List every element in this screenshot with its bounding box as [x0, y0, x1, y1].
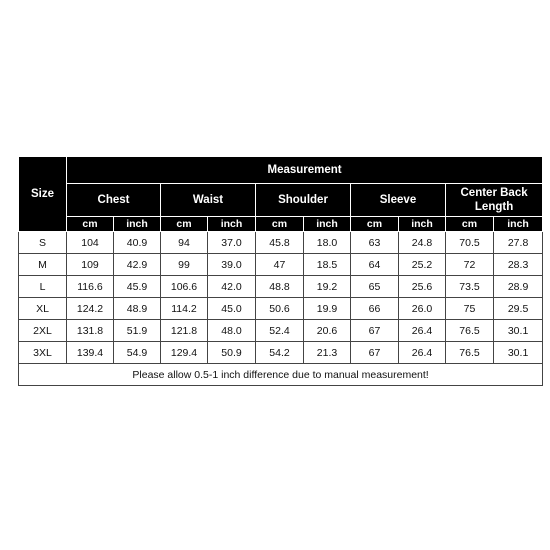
value-cell: 66 [351, 298, 399, 320]
size-chart-table [18, 156, 543, 386]
size-cell: 3XL [19, 342, 67, 364]
value-cell: 19.2 [304, 276, 351, 298]
value-cell: 51.9 [114, 320, 161, 342]
table-row [19, 232, 543, 254]
value-cell: 76.5 [446, 320, 494, 342]
unit-header: cm [67, 217, 114, 232]
waist-header: Waist [161, 184, 256, 217]
value-cell: 139.4 [67, 342, 114, 364]
value-cell: 94 [161, 232, 208, 254]
value-cell: 64 [351, 254, 399, 276]
note-row [19, 364, 543, 386]
unit-header: inch [494, 217, 543, 232]
table-row [19, 276, 543, 298]
value-cell: 25.2 [399, 254, 446, 276]
value-cell: 99 [161, 254, 208, 276]
value-cell: 114.2 [161, 298, 208, 320]
value-cell: 129.4 [161, 342, 208, 364]
value-cell: 121.8 [161, 320, 208, 342]
value-cell: 25.6 [399, 276, 446, 298]
size-cell: L [19, 276, 67, 298]
value-cell: 124.2 [67, 298, 114, 320]
measurement-note: Please allow 0.5-1 inch difference due to manual measurement! [19, 364, 543, 386]
table-row [19, 254, 543, 276]
unit-header: inch [208, 217, 256, 232]
value-cell: 106.6 [161, 276, 208, 298]
size-cell: M [19, 254, 67, 276]
value-cell: 24.8 [399, 232, 446, 254]
size-header: Size [19, 157, 67, 232]
size-cell: XL [19, 298, 67, 320]
value-cell: 48.0 [208, 320, 256, 342]
value-cell: 63 [351, 232, 399, 254]
value-cell: 45.9 [114, 276, 161, 298]
value-cell: 20.6 [304, 320, 351, 342]
chest-header: Chest [67, 184, 161, 217]
value-cell: 42.0 [208, 276, 256, 298]
table-header [19, 157, 543, 232]
value-cell: 52.4 [256, 320, 304, 342]
value-cell: 45.0 [208, 298, 256, 320]
value-cell: 26.4 [399, 342, 446, 364]
value-cell: 30.1 [494, 342, 543, 364]
value-cell: 70.5 [446, 232, 494, 254]
value-cell: 76.5 [446, 342, 494, 364]
value-cell: 75 [446, 298, 494, 320]
unit-header: cm [256, 217, 304, 232]
size-cell: 2XL [19, 320, 67, 342]
value-cell: 45.8 [256, 232, 304, 254]
value-cell: 42.9 [114, 254, 161, 276]
value-cell: 104 [67, 232, 114, 254]
shoulder-header: Shoulder [256, 184, 351, 217]
size-cell: S [19, 232, 67, 254]
value-cell: 19.9 [304, 298, 351, 320]
unit-header: inch [304, 217, 351, 232]
value-cell: 30.1 [494, 320, 543, 342]
value-cell: 67 [351, 320, 399, 342]
value-cell: 131.8 [67, 320, 114, 342]
value-cell: 18.5 [304, 254, 351, 276]
value-cell: 50.9 [208, 342, 256, 364]
sleeve-header: Sleeve [351, 184, 446, 217]
value-cell: 48.8 [256, 276, 304, 298]
value-cell: 21.3 [304, 342, 351, 364]
value-cell: 47 [256, 254, 304, 276]
table-row [19, 298, 543, 320]
value-cell: 27.8 [494, 232, 543, 254]
value-cell: 67 [351, 342, 399, 364]
table-body [19, 232, 543, 386]
table-row [19, 320, 543, 342]
value-cell: 26.4 [399, 320, 446, 342]
unit-header: cm [161, 217, 208, 232]
value-cell: 28.3 [494, 254, 543, 276]
unit-header: inch [114, 217, 161, 232]
value-cell: 73.5 [446, 276, 494, 298]
unit-header: cm [446, 217, 494, 232]
table-row [19, 342, 543, 364]
value-cell: 109 [67, 254, 114, 276]
value-cell: 28.9 [494, 276, 543, 298]
value-cell: 37.0 [208, 232, 256, 254]
measurement-header: Measurement [67, 157, 543, 184]
center-back-length-header: Center Back Length [446, 184, 543, 217]
value-cell: 65 [351, 276, 399, 298]
value-cell: 72 [446, 254, 494, 276]
value-cell: 48.9 [114, 298, 161, 320]
value-cell: 54.2 [256, 342, 304, 364]
value-cell: 40.9 [114, 232, 161, 254]
value-cell: 29.5 [494, 298, 543, 320]
value-cell: 39.0 [208, 254, 256, 276]
value-cell: 26.0 [399, 298, 446, 320]
value-cell: 116.6 [67, 276, 114, 298]
value-cell: 18.0 [304, 232, 351, 254]
value-cell: 54.9 [114, 342, 161, 364]
unit-header: inch [399, 217, 446, 232]
value-cell: 50.6 [256, 298, 304, 320]
unit-header: cm [351, 217, 399, 232]
